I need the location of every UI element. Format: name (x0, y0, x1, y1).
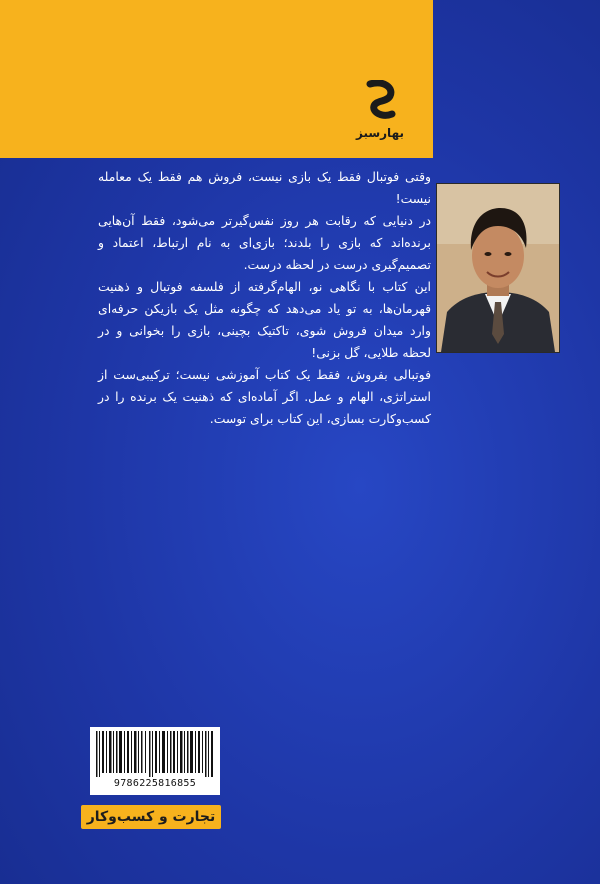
publisher-name: بهارسبز (355, 126, 404, 140)
barcode-bars-icon (94, 731, 216, 777)
isbn-barcode (90, 727, 220, 795)
blurb-paragraph-4: فوتبالی بفروش، فقط یک کتاب آموزشی نیست؛ ترکیبی‌ست از استراتژی، الهام و عمل. اگر آماده‌ای که ذهنیت یک برنده را در کسب‌وکارت بسازی، این کتاب برای توست. (98, 367, 431, 426)
blurb-paragraph-3: این کتاب با نگاهی نو، الهام‌گرفته از فلسفه فوتبال و ذهنیت قهرمان‌ها، به تو یاد می‌دهد که چگونه مثل یک بازیکن حرفه‌ای وارد میدان فروش شوی، تاکتیک بچینی، بازی را بخوانی و در لحظه طلایی، گل بزنی! (98, 279, 431, 360)
category-label: تجارت و کسب‌وکار (81, 805, 221, 829)
blurb-text (98, 166, 431, 430)
author-portrait (437, 184, 559, 352)
isbn-number: 9786225816855 (113, 778, 197, 789)
publisher-logo-icon (360, 80, 400, 124)
author-photo (436, 183, 560, 353)
blurb-paragraph-1: وقتی فوتبال فقط یک بازی نیست، فروش هم فقط یک معامله نیست! (98, 169, 431, 206)
publisher-logo (352, 80, 408, 146)
blurb-paragraph-2: در دنیایی که رقابت هر روز نفس‌گیرتر می‌شود، فقط آن‌هایی برنده‌اند که بازی را بلدند؛ بازی‌ای به نام ارتباط، اعتماد و تصمیم‌گیری درست در لحظه درست. (98, 213, 431, 272)
